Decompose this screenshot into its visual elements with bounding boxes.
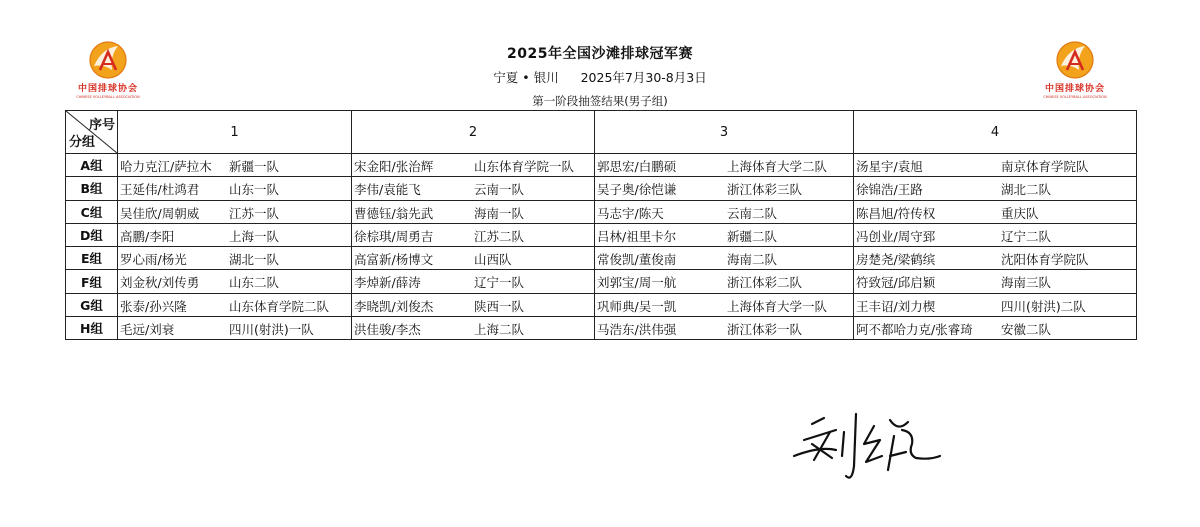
- player-pair: 高鹏/李阳: [120, 228, 175, 244]
- table-body: [66, 154, 1137, 340]
- team-name: 安徽二队: [1001, 322, 1052, 338]
- team-name: 山西队: [474, 252, 512, 268]
- draw-slot: [854, 293, 1137, 316]
- draw-slot: [854, 223, 1137, 246]
- draw-slot: [854, 154, 1137, 177]
- team-name: 浙江体彩二队: [727, 275, 803, 291]
- player-pair: 张泰/孙兴隆: [120, 298, 187, 314]
- draw-slot: [118, 200, 352, 223]
- player-pair: 李伟/袁能飞: [354, 182, 421, 198]
- player-pair: 常俊凯/董俊南: [597, 252, 677, 268]
- player-pair: 郭思宏/白鹏硕: [597, 159, 677, 174]
- team-name: 辽宁一队: [474, 275, 525, 291]
- draw-slot: [352, 154, 595, 177]
- draw-slot: [352, 270, 595, 293]
- team-name: 上海一队: [229, 228, 280, 244]
- team-name: 山东一队: [229, 182, 280, 198]
- draw-slot: [595, 247, 854, 270]
- table-row: [66, 247, 1137, 270]
- player-pair: 罗心雨/杨光: [120, 252, 187, 268]
- player-pair: 徐锦浩/王路: [856, 182, 923, 198]
- team-name: 云南二队: [727, 205, 778, 221]
- player-pair: 李焯新/薛涛: [354, 275, 421, 291]
- draw-table: [65, 110, 1137, 340]
- table-row: [66, 177, 1137, 200]
- team-name: 海南三队: [1001, 275, 1052, 291]
- logo-sub: CHINESE VOLLEYBALL ASSOCIATION: [76, 95, 140, 99]
- draw-slot: [854, 270, 1137, 293]
- corner-label-group: 分组: [69, 135, 96, 150]
- draw-slot: [854, 177, 1137, 200]
- draw-slot: [595, 223, 854, 246]
- column-header: 4: [854, 111, 1137, 154]
- draw-slot: [118, 270, 352, 293]
- group-label: B组: [66, 177, 118, 200]
- draw-slot: [595, 177, 854, 200]
- column-header: 2: [352, 111, 595, 154]
- group-label: E组: [66, 247, 118, 270]
- team-name: 南京体育学院队: [1001, 159, 1089, 174]
- player-pair: 马浩东/洪伟强: [597, 322, 677, 338]
- team-name: 辽宁二队: [1001, 228, 1052, 244]
- player-pair: 曹德钰/翁先武: [354, 205, 434, 221]
- group-label: D组: [66, 223, 118, 246]
- draw-slot: [595, 317, 854, 340]
- draw-slot: [595, 200, 854, 223]
- draw-slot: [118, 317, 352, 340]
- team-name: 新疆二队: [727, 228, 778, 244]
- player-pair: 哈力克江/萨拉木: [120, 159, 212, 174]
- draw-slot: [352, 293, 595, 316]
- team-name: 海南二队: [727, 252, 778, 268]
- team-name: 陕西一队: [474, 298, 525, 314]
- draw-slot: [595, 293, 854, 316]
- player-pair: 刘郭宝/周一航: [597, 275, 677, 291]
- team-name: 海南一队: [474, 205, 525, 221]
- column-header: 1: [118, 111, 352, 154]
- team-name: 四川(射洪)一队: [229, 322, 314, 338]
- draw-slot: [118, 293, 352, 316]
- team-name: 湖北一队: [229, 252, 280, 268]
- team-name: 新疆一队: [229, 159, 280, 174]
- player-pair: 洪佳骏/李杰: [354, 322, 421, 338]
- player-pair: 高富新/杨博文: [354, 252, 434, 268]
- player-pair: 宋金阳/张治辉: [354, 159, 434, 174]
- draw-slot: [118, 247, 352, 270]
- group-label: G组: [66, 293, 118, 316]
- draw-slot: [352, 247, 595, 270]
- draw-slot: [352, 223, 595, 246]
- draw-slot: [854, 317, 1137, 340]
- group-label: A组: [66, 154, 118, 177]
- column-header: 3: [595, 111, 854, 154]
- document-title: 2025年全国沙滩排球冠军赛: [507, 46, 693, 62]
- player-pair: 符致冠/邱启颖: [856, 275, 936, 291]
- corner-cell: [66, 111, 118, 154]
- table-header-row: [66, 111, 1137, 154]
- team-name: 上海体育大学二队: [727, 159, 828, 174]
- player-pair: 马志宇/陈天: [597, 205, 664, 221]
- team-name: 山东体育学院二队: [229, 298, 330, 314]
- team-name: 浙江体彩一队: [727, 322, 803, 338]
- logo-name: 中国排球协会: [1044, 84, 1105, 94]
- player-pair: 王丰诏/刘力楔: [856, 298, 936, 314]
- draw-slot: [118, 177, 352, 200]
- logo-name: 中国排球协会: [77, 84, 138, 94]
- player-pair: 吴佳欣/周朝威: [120, 205, 200, 221]
- team-name: 湖北二队: [1001, 182, 1052, 198]
- player-pair: 王延伟/杜鸿君: [120, 182, 200, 198]
- draw-slot: [595, 154, 854, 177]
- table-row: [66, 317, 1137, 340]
- stage-title: 第一阶段抽签结果(男子组): [532, 94, 668, 108]
- team-name: 浙江体彩三队: [727, 182, 803, 198]
- player-pair: 毛远/刘衰: [120, 322, 175, 338]
- draw-slot: [595, 270, 854, 293]
- team-name: 江苏一队: [229, 205, 280, 221]
- player-pair: 汤星宇/袁旭: [856, 159, 923, 174]
- player-pair: 巩师典/吴一凯: [597, 298, 677, 314]
- table-row: [66, 200, 1137, 223]
- team-name: 山东体育学院一队: [474, 159, 575, 174]
- group-label: H组: [66, 317, 118, 340]
- team-name: 重庆队: [1001, 205, 1039, 221]
- draw-slot: [118, 223, 352, 246]
- location: 宁夏 • 银川: [493, 70, 559, 85]
- team-name: 山东二队: [229, 275, 280, 291]
- draw-slot: [352, 177, 595, 200]
- table-row: [66, 154, 1137, 177]
- team-name: 江苏二队: [474, 228, 525, 244]
- player-pair: 冯创业/周守郅: [856, 228, 936, 244]
- team-name: 沈阳体育学院队: [1001, 252, 1089, 268]
- player-pair: 徐棕琪/周勇吉: [354, 228, 434, 244]
- handwritten-signature: [790, 410, 950, 490]
- draw-slot: [118, 154, 352, 177]
- dates: 2025年7月30-8月3日: [580, 70, 707, 85]
- table-row: [66, 223, 1137, 246]
- corner-label-number: 序号: [88, 118, 115, 133]
- draw-slot: [352, 317, 595, 340]
- player-pair: 吴子奥/徐恺谦: [597, 182, 677, 198]
- team-name: 上海体育大学一队: [727, 298, 828, 314]
- team-name: 四川(射洪)二队: [1001, 298, 1086, 314]
- table-row: [66, 270, 1137, 293]
- team-name: 云南一队: [474, 182, 525, 198]
- player-pair: 刘金秋/刘传勇: [120, 275, 200, 291]
- group-label: C组: [66, 200, 118, 223]
- draw-slot: [854, 247, 1137, 270]
- draw-slot: [854, 200, 1137, 223]
- group-label: F组: [66, 270, 118, 293]
- subtitle: [0, 68, 1200, 86]
- team-name: 上海二队: [474, 322, 525, 338]
- player-pair: 陈昌旭/符传权: [856, 205, 936, 221]
- draw-slot: [352, 200, 595, 223]
- player-pair: 阿不都哈力克/张睿琦: [856, 322, 973, 338]
- player-pair: 李晓凯/刘俊杰: [354, 298, 434, 314]
- player-pair: 吕林/祖里卡尔: [597, 228, 677, 244]
- player-pair: 房楚尧/梁鹤缤: [856, 252, 936, 268]
- logo-sub: CHINESE VOLLEYBALL ASSOCIATION: [1043, 95, 1107, 99]
- table-row: [66, 293, 1137, 316]
